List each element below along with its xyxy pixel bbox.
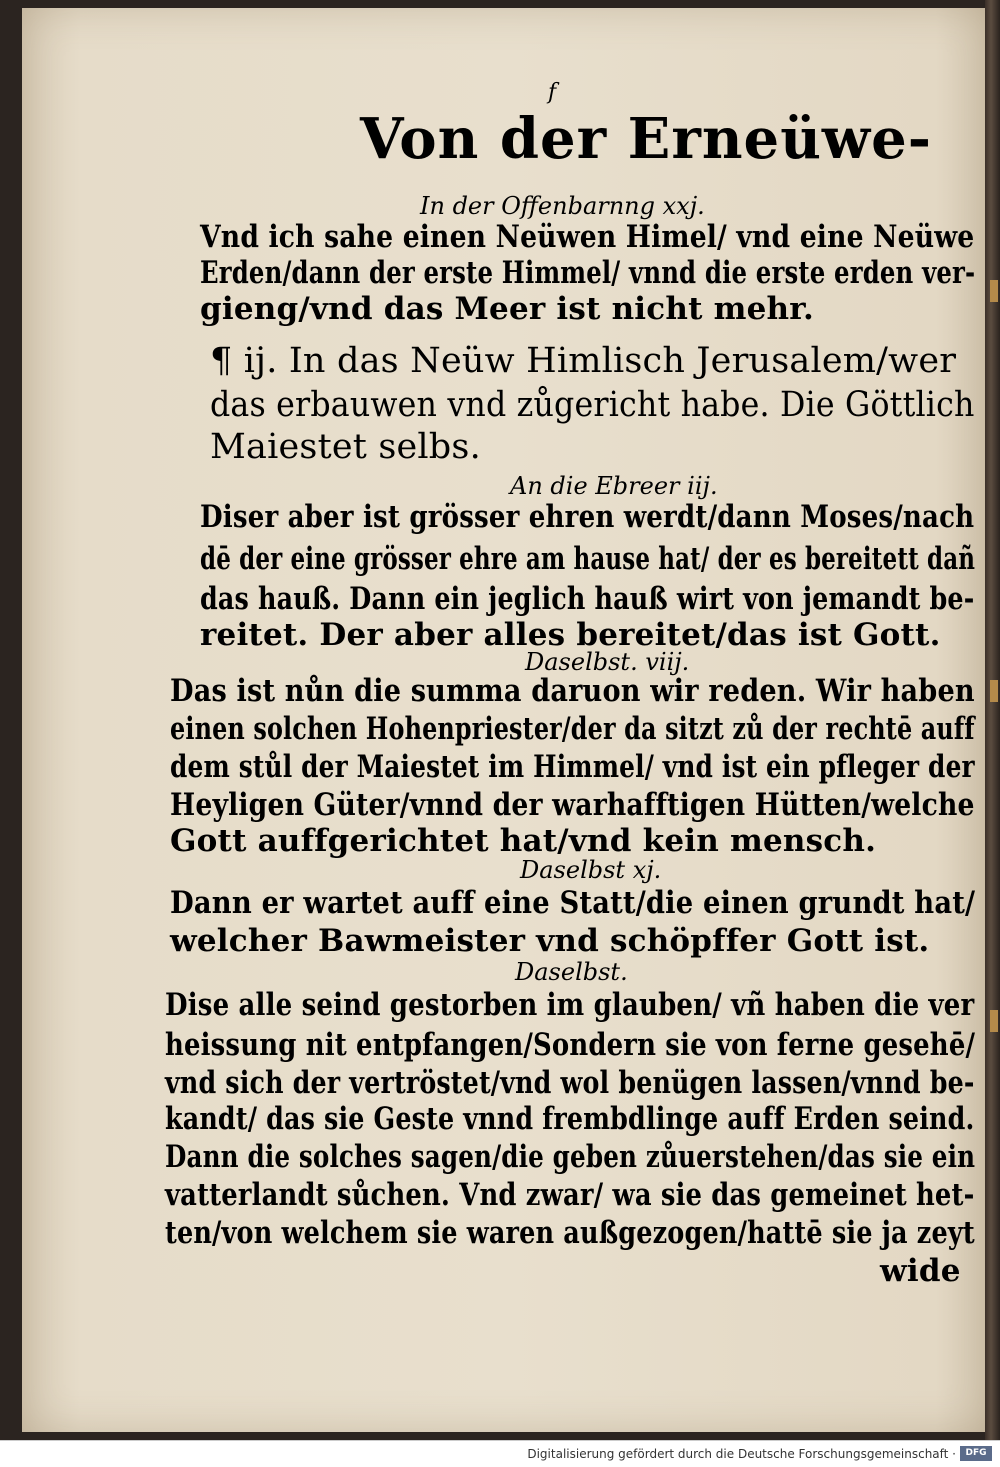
text-line: reitet. Der aber alles bereitet/das ist Gott. <box>200 617 941 653</box>
text-line: kandt/ das sie Geste vnnd frembdlinge auff Erden seind. <box>165 1101 975 1137</box>
digitization-footer <box>0 1440 1000 1467</box>
section-heading-line: das erbauwen vnd zůgericht habe. Die Göttlich <box>210 385 975 425</box>
text-line: Dise alle seind gestorben im glauben/ vñ haben die ver <box>165 987 975 1023</box>
text-line: Dann die solches sagen/die geben zůuerstehen/das sie ein <box>165 1139 976 1175</box>
text-line: Gott auffgerichtet hat/vnd kein mensch. <box>170 823 877 859</box>
text-line: Dann er wartet auff eine Statt/die einen grundt hat/ <box>170 885 976 921</box>
text-line: dē der eine grösser ehre am hause hat/ der es bereitett dañ <box>200 541 976 577</box>
text-line: welcher Bawmeister vnd schöpffer Gott ist. <box>170 923 930 959</box>
text-line: ten/von welchem sie waren außgezogen/hattē sie ja zeyt <box>165 1215 975 1251</box>
section-heading-line: Maiestet selbs. <box>210 427 481 467</box>
page-heading: Von der Erneüwe- <box>360 106 932 172</box>
book-edge <box>985 0 1000 1440</box>
scripture-reference: Daselbst xj. <box>520 856 662 884</box>
text-line: heissung nit entpfangen/Sondern sie von ferne gesehē/ <box>165 1027 976 1063</box>
text-line: gieng/vnd das Meer ist nicht mehr. <box>200 291 814 327</box>
text-line: das hauß. Dann ein jeglich hauß wirt von jemandt be- <box>200 581 975 617</box>
scripture-reference: In der Offenbarnng xxj. <box>420 192 705 220</box>
text-line: Heyligen Güter/vnnd der warhafftigen Hütten/welche <box>170 787 975 823</box>
binding-mark <box>990 280 998 302</box>
scripture-reference: Daselbst. <box>515 958 628 986</box>
dfg-logo: DFG <box>960 1446 992 1461</box>
folio-mark: f <box>548 80 557 105</box>
text-line: Das ist nůn die summa daruon wir reden. Wir haben <box>170 673 975 709</box>
section-heading-line: ¶ ij. In das Neüw Himlisch Jerusalem/wer <box>210 341 957 381</box>
binding-mark <box>990 1010 998 1032</box>
text-line: vatterlandt sůchen. Vnd zwar/ wa sie das gemeinet het- <box>165 1177 975 1213</box>
text-line: Vnd ich sahe einen Neüwen Himel/ vnd eine Neüwe <box>200 219 975 255</box>
binding-mark <box>990 680 998 702</box>
footer-credit: Digitalisierung gefördert durch die Deutsche Forschungsgemeinschaft · <box>527 1447 956 1461</box>
scripture-reference: An die Ebreer iij. <box>510 472 718 500</box>
text-line: Erden/dann der erste Himmel/ vnnd die erste erden ver- <box>200 255 976 291</box>
text-line: wide <box>880 1253 961 1289</box>
scripture-reference: Daselbst. viij. <box>525 648 690 676</box>
text-line: dem stůl der Maiestet im Himmel/ vnd ist ein pfleger der <box>170 749 975 785</box>
text-line: einen solchen Hohenpriester/der da sitzt zů der rechtē auff <box>170 711 975 747</box>
text-line: vnd sich der vertröstet/vnd wol benügen lassen/vnnd be- <box>165 1065 975 1101</box>
text-line: Diser aber ist grösser ehren werdt/dann Moses/nach <box>200 499 975 535</box>
